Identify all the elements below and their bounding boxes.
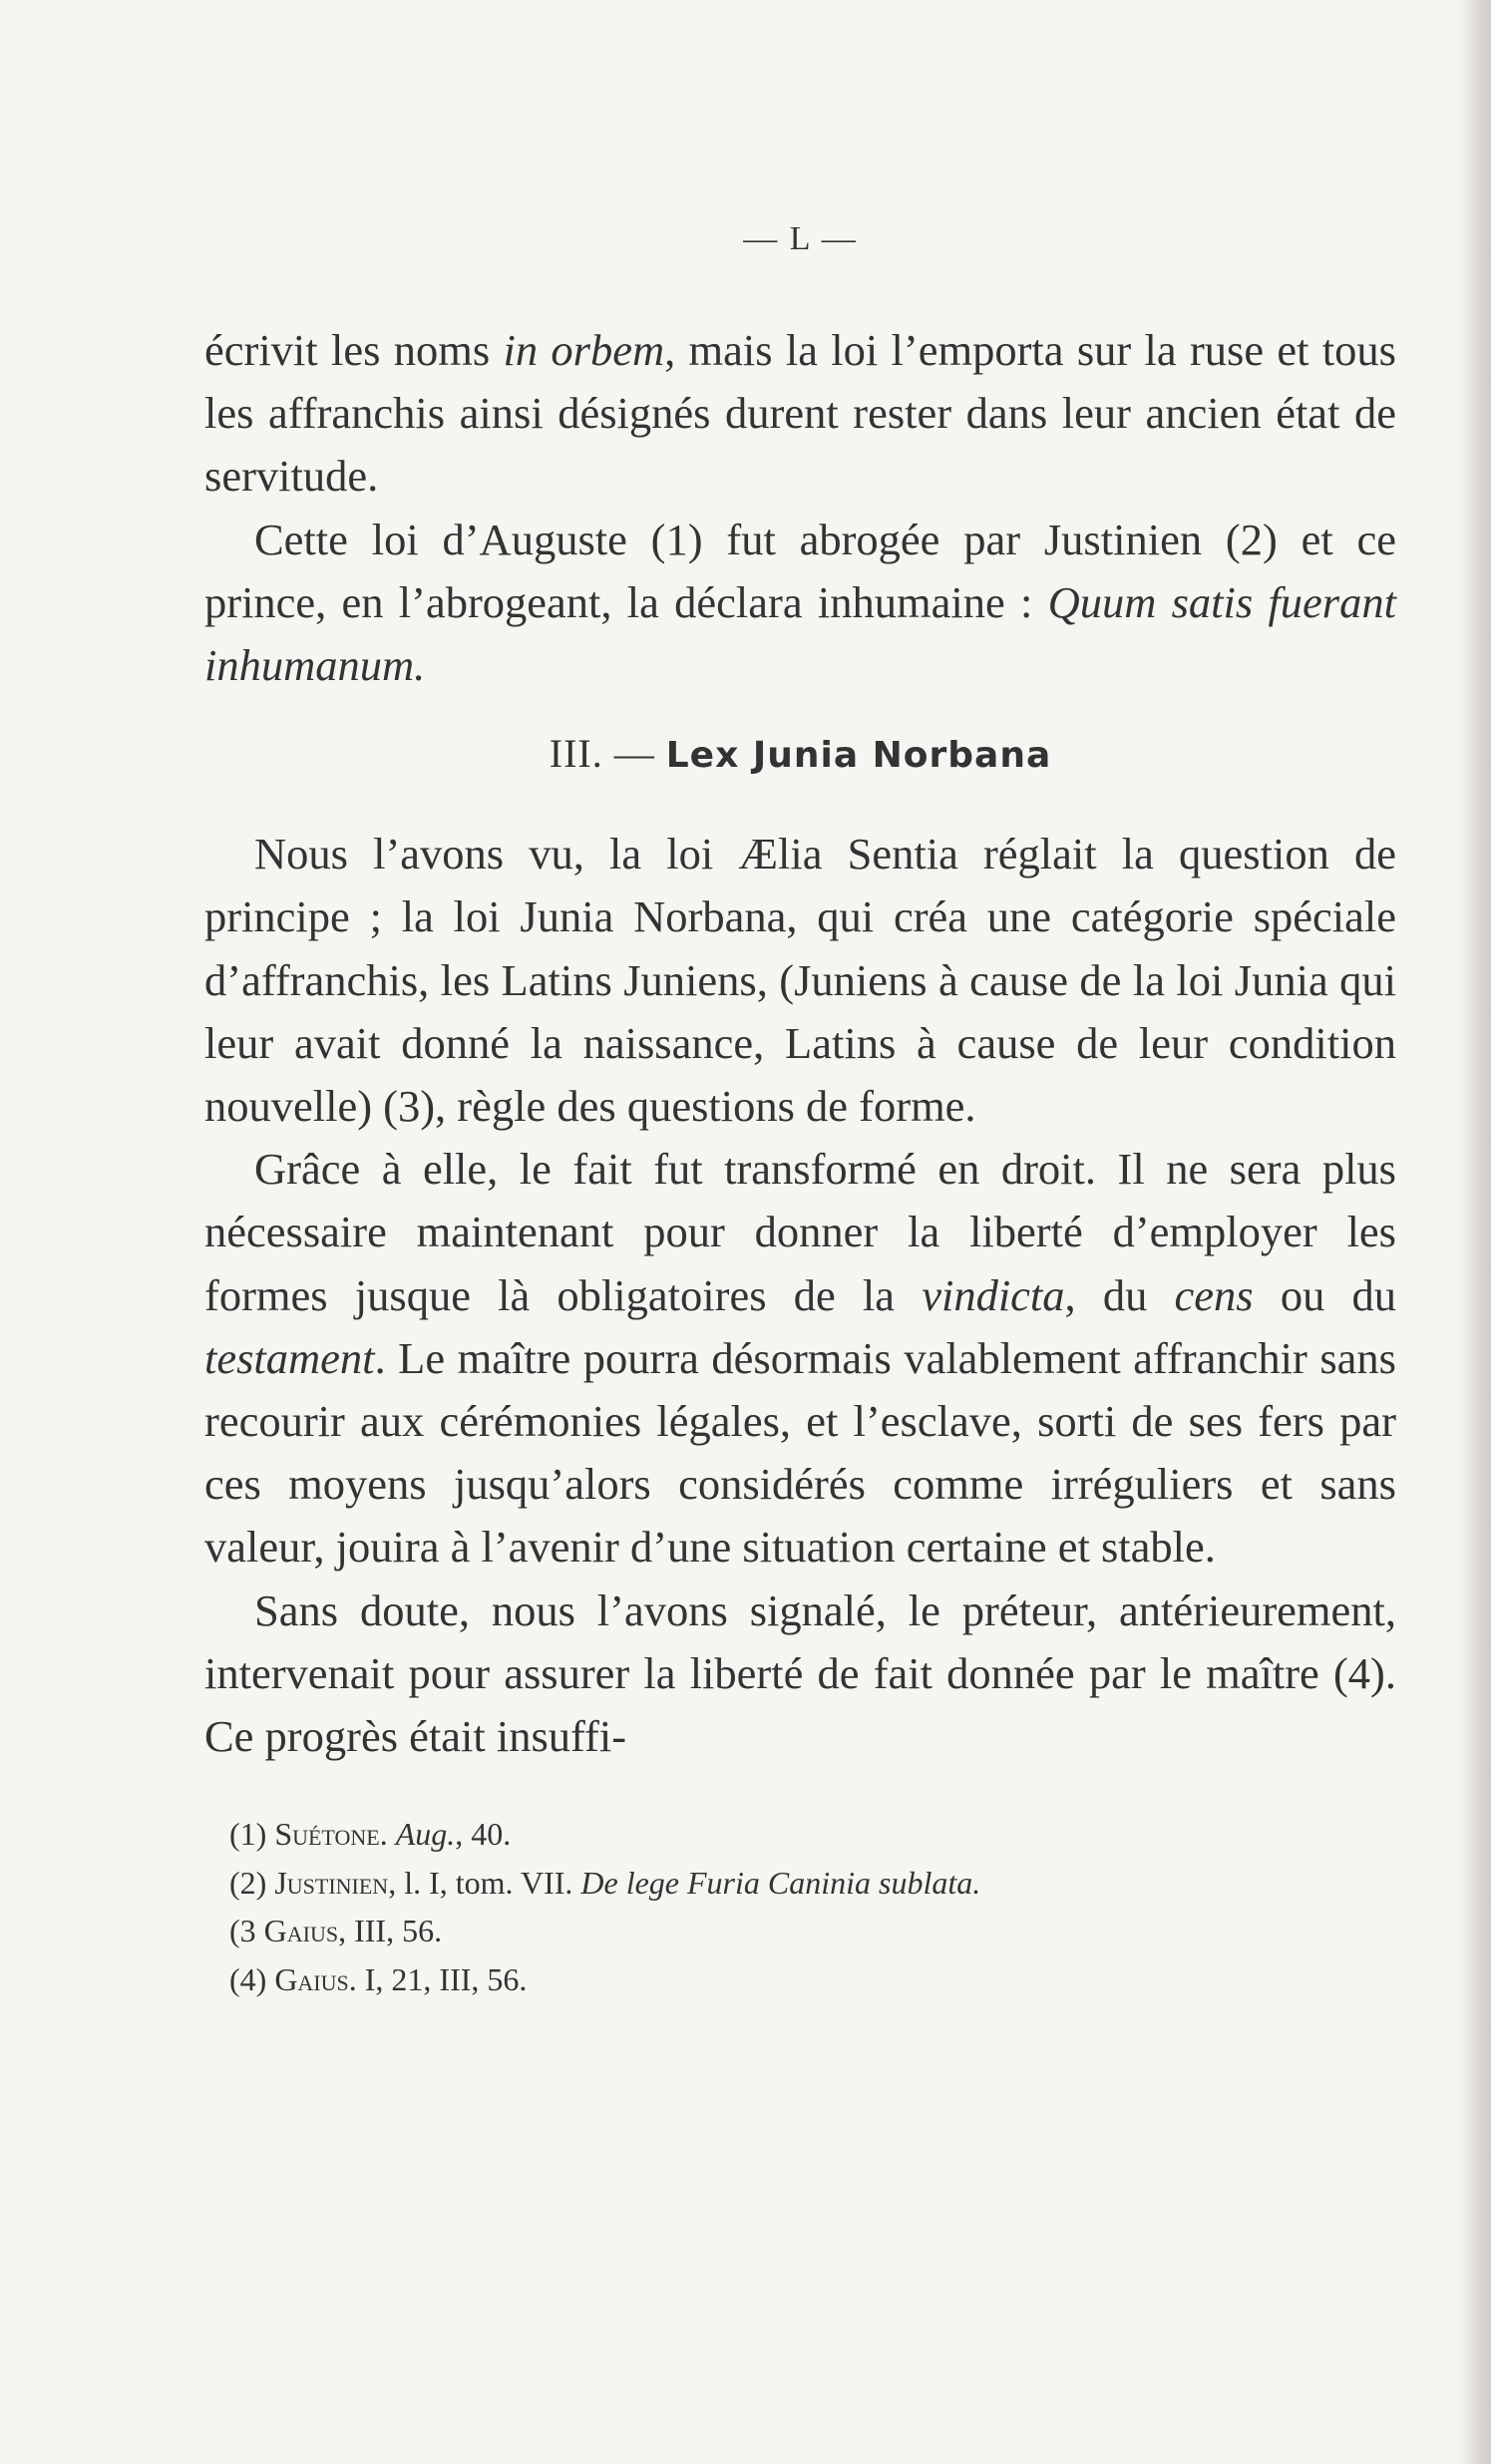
footnote-text: . xyxy=(379,1816,396,1853)
text-run: Cette loi d’Auguste (1) fut abrogée par Justinien (2) et ce prince, en l’abrogeant, la déclara inhumaine : xyxy=(204,514,1396,627)
footnote-text: , l. I, tom. VII. xyxy=(388,1864,581,1901)
paragraph-5 xyxy=(204,1580,1396,1769)
footnote-number: (1) xyxy=(229,1816,275,1853)
footnote-author: Suétone xyxy=(274,1816,380,1853)
paragraph-2 xyxy=(204,509,1396,698)
paragraph-3 xyxy=(204,823,1396,1138)
italic-text: in orbem xyxy=(503,325,665,375)
footnote-work: Aug. xyxy=(395,1816,456,1853)
text-run: Grâce à elle, le fait fut transformé en droit. Il ne sera plus nécessaire maintenant pour donner la liberté d’employer les formes jusque là obligatoires de la xyxy=(204,1144,1396,1320)
footnote-text: , III, 56. xyxy=(338,1913,443,1949)
page-edge-shadow xyxy=(1459,0,1491,2464)
footnote-text: , 40. xyxy=(455,1816,512,1853)
footnotes xyxy=(204,1810,1396,2003)
footnote-author: Gaius xyxy=(274,1960,349,1997)
paragraph-4 xyxy=(204,1138,1396,1579)
footnote-number: (3 xyxy=(229,1913,264,1949)
latin-quote: Quum satis fuerant inhumanum. xyxy=(204,576,1396,691)
section-heading xyxy=(204,721,1396,787)
section-number: III. — xyxy=(549,731,666,777)
book-page xyxy=(204,209,1396,2003)
footnote-number: (2) xyxy=(229,1864,275,1901)
section-title: Lex Junia Norbana xyxy=(665,735,1052,777)
footnote xyxy=(229,1955,1396,2004)
footnote-work: De lege Furia Caninia sublata. xyxy=(580,1864,981,1901)
italic-term: vindicta xyxy=(922,1269,1065,1320)
footnote-author: Gaius xyxy=(263,1913,339,1949)
text-run: . Le maître pourra désormais valablement affranchir sans recourir aux cérémonies légales, et l’esclave, sorti de ses fers par ces moyens jusqu’alors considérés comme irréguliers et sans valeur, jouira à l’avenir d’une situation certaine et stable. xyxy=(204,1332,1396,1573)
text-run: Nous l’avons vu, la loi Ælia Sentia réglait la question de principe ; la loi Junia Norbana, qui créa une catégorie spéciale d’affranchis, les Latins Juniens, (Juniens à cause de la loi Junia qui leur avait donné la naissance, Latins à cause de leur condition nouvelle) (3), règle des questions de forme. xyxy=(204,829,1396,1132)
text-run: ou du xyxy=(1253,1269,1396,1320)
footnote-author: Justinien xyxy=(274,1864,389,1901)
footnote-number: (4) xyxy=(229,1960,275,1997)
footnote-text: . I, 21, III, 56. xyxy=(348,1960,528,1997)
text-run: Sans doute, nous l’avons signalé, le préteur, antérieurement, intervenait pour assurer la liberté de fait donnée par le maître (4). Ce progrès était insuffi- xyxy=(204,1584,1396,1762)
paragraph-1 xyxy=(204,319,1396,509)
text-run: écrivit les noms xyxy=(204,325,504,375)
italic-term: testament xyxy=(204,1332,375,1383)
footnote xyxy=(229,1810,1396,1859)
footnote xyxy=(229,1907,1396,1955)
italic-term: cens xyxy=(1174,1269,1254,1320)
page-number: — L — xyxy=(743,220,858,257)
text-run: , mais la loi l’emporta sur la ruse et tous les affranchis ainsi désignés durent rester dans leur ancien état de servitude. xyxy=(204,325,1396,502)
footnote xyxy=(229,1859,1396,1908)
text-run: , du xyxy=(1064,1269,1175,1320)
